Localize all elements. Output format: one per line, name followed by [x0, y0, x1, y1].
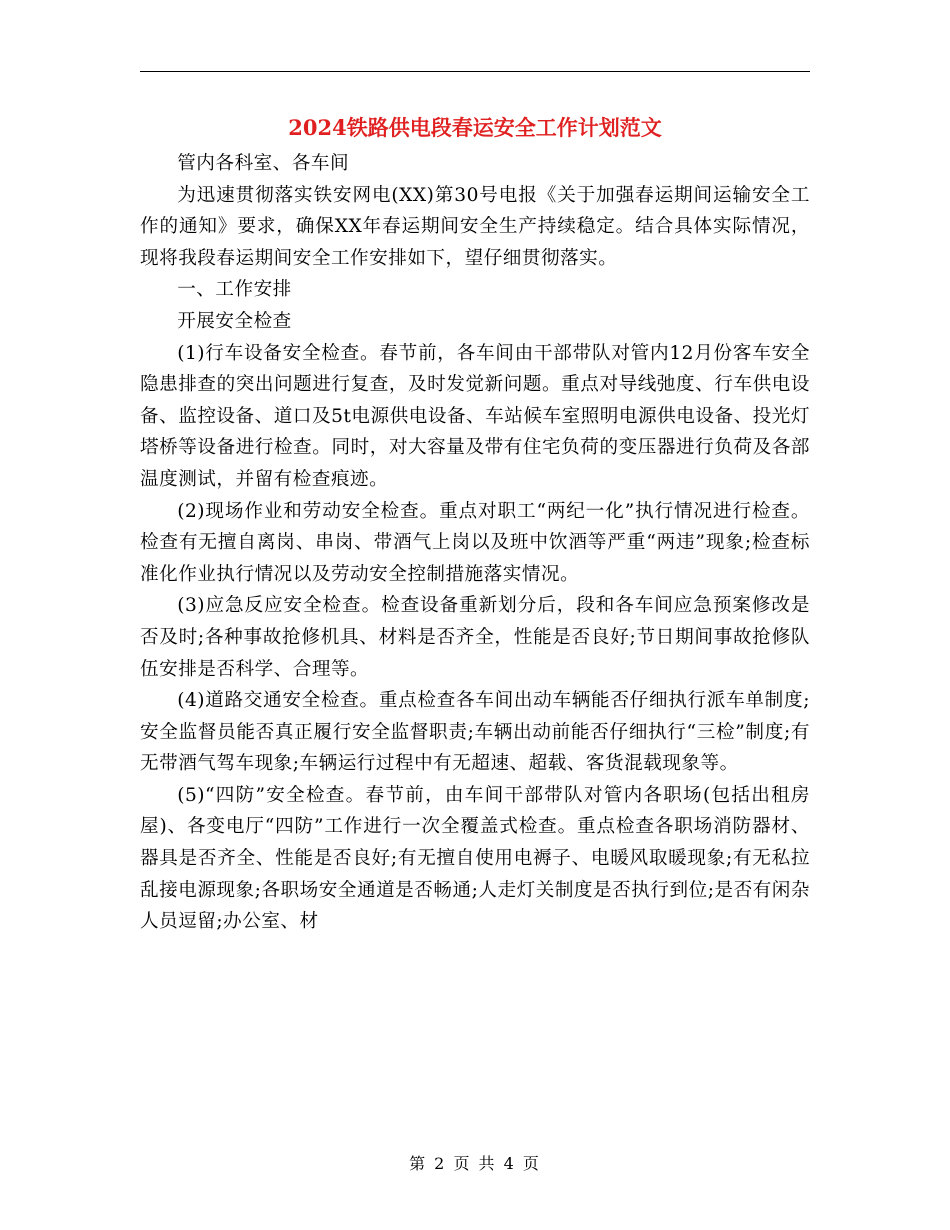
document-title: 2024铁路供电段春运安全工作计划范文	[288, 115, 662, 140]
paragraph-item-2: (2)现场作业和劳动安全检查。重点对职工“两纪一化”执行情况进行检查。检查有无擅自离岗、串岗、带酒气上岗以及班中饮酒等严重“两违”现象;检查标准化作业执行情况以及劳动安全控制措施落实情况。	[140, 500, 810, 585]
page-number: 第 2 页 共 4 页	[409, 1154, 541, 1173]
paragraph-item-4: (4)道路交通安全检查。重点检查各车间出动车辆能否仔细执行派车单制度;安全监督员能否真正履行安全监督职责;车辆出动前能否仔细执行“三检”制度;有无带酒气驾车现象;车辆运行过程中有无超速、超载、客货混载现象等。	[140, 690, 810, 775]
paragraph-item-5: (5)“四防”安全检查。春节前，由车间干部带队对管内各职场(包括出租房屋)、各变电厅“四防”工作进行一次全覆盖式检查。重点检查各职场消防器材、器具是否齐全、性能是否良好;有无擅自使用电褥子、电暖风取暖现象;有无私拉乱接电源现象;各职场安全通道是否畅通;人走灯关制度是否执行到位;是否有闲杂人员逗留;办公室、材	[140, 784, 810, 933]
paragraph-intro: 为迅速贯彻落实铁安网电(XX)第30号电报《关于加强春运期间运输安全工作的通知》要求，确保XX年春运期间安全生产持续稳定。结合具体实际情况，现将我段春运期间安全工作安排如下，望仔细贯彻落实。	[140, 184, 810, 269]
paragraph-addressee: 管内各科室、各车间	[177, 153, 350, 174]
document-body	[140, 148, 810, 938]
paragraph-item-3: (3)应急反应安全检查。检查设备重新划分后，段和各车间应急预案修改是否及时;各种事故抢修机具、材料是否齐全，性能是否良好;节日期间事故抢修队伍安排是否科学、合理等。	[140, 595, 810, 680]
paragraph-item-1: (1)行车设备安全检查。春节前，各车间由干部带队对管内12月份客车安全隐患排查的突出问题进行复查，及时发觉新问题。重点对导线弛度、行车供电设备、监控设备、道口及5t电源供电设备、车站候车室照明电源供电设备、投光灯塔桥等设备进行检查。同时，对大容量及带有住宅负荷的变压器进行负荷及各部温度测试，并留有检查痕迹。	[140, 342, 810, 490]
header-rule	[140, 71, 810, 72]
section-heading-work-arrangement: 一、工作安排	[177, 279, 292, 301]
subheading-safety-inspection: 开展安全检查	[177, 310, 292, 332]
